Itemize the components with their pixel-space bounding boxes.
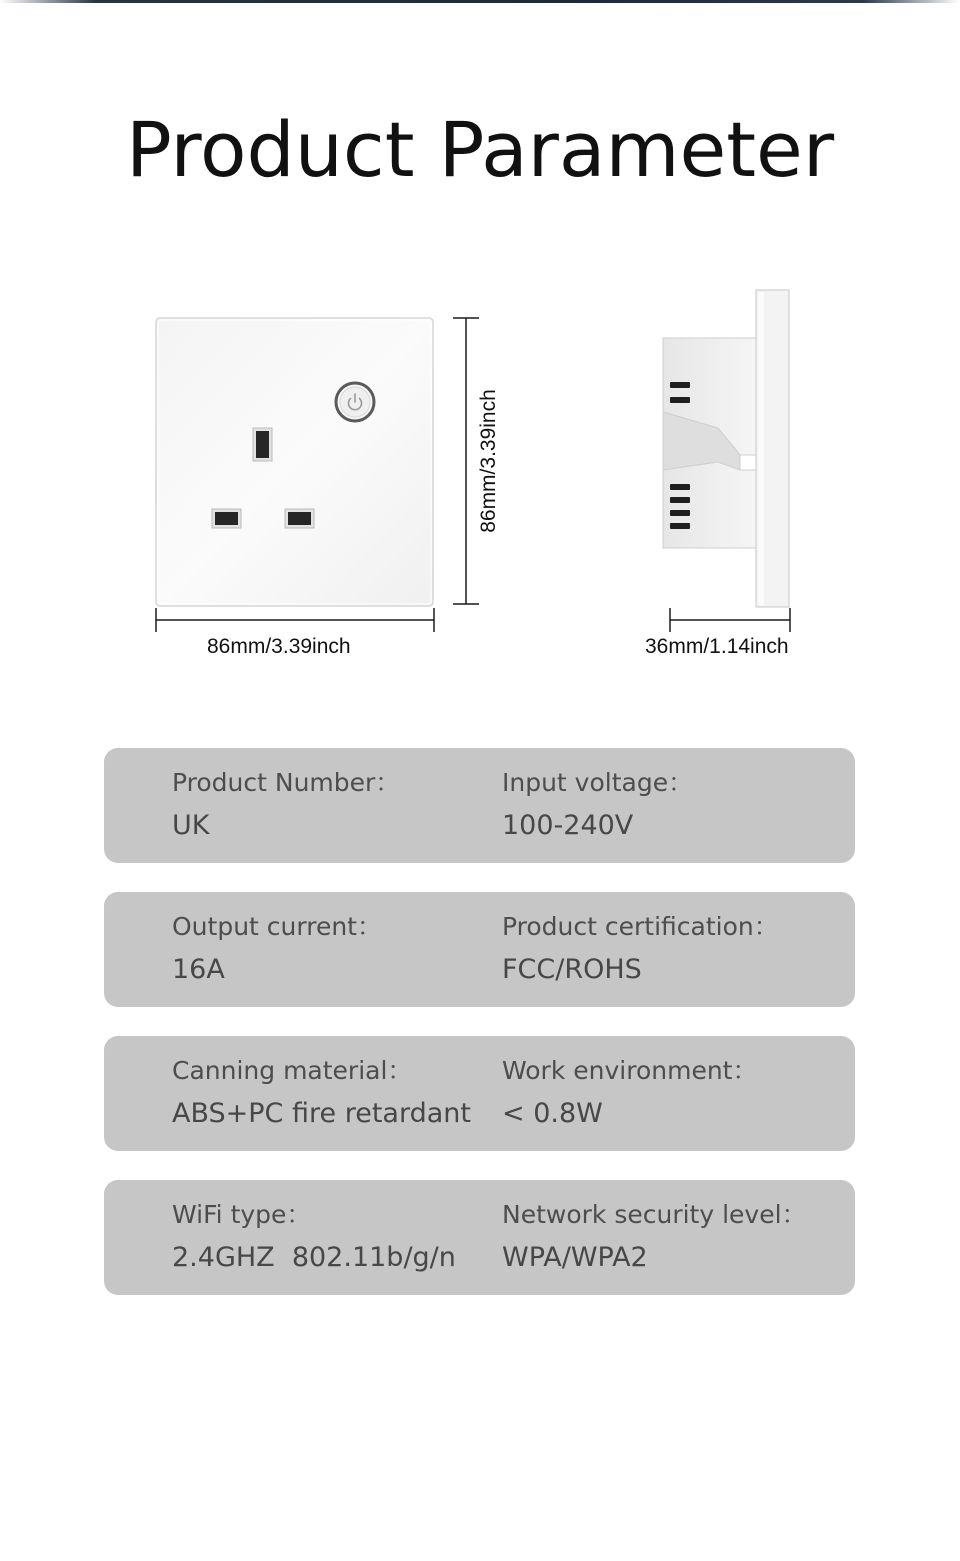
socket-illustration bbox=[0, 0, 960, 700]
spec-label: Work environment： bbox=[502, 1056, 758, 1085]
front-height-dimension-line bbox=[453, 318, 479, 604]
spec-item bbox=[172, 768, 502, 842]
spec-label: Canning material： bbox=[172, 1056, 413, 1085]
spec-value: WPA/WPA2 bbox=[502, 1242, 648, 1273]
power-icon bbox=[336, 383, 374, 421]
spec-item bbox=[502, 768, 832, 842]
spec-card bbox=[104, 1180, 855, 1295]
spec-value: ABS+PC fire retardant bbox=[172, 1098, 471, 1129]
socket-front-view bbox=[156, 318, 433, 606]
spec-card bbox=[104, 892, 855, 1007]
spec-item bbox=[172, 912, 502, 986]
spec-label: Input voltage： bbox=[502, 768, 694, 797]
side-depth-label: 36mm/1.14inch bbox=[645, 635, 789, 658]
page-title: Product Parameter bbox=[125, 105, 835, 194]
spec-item bbox=[502, 912, 832, 986]
spec-item bbox=[172, 1056, 502, 1130]
side-depth-dimension-line bbox=[670, 608, 790, 632]
front-width-label: 86mm/3.39inch bbox=[207, 635, 351, 658]
spec-card bbox=[104, 1036, 855, 1151]
spec-value: 100-240V bbox=[502, 810, 634, 841]
spec-item bbox=[172, 1200, 502, 1274]
spec-card bbox=[104, 748, 855, 863]
spec-label: Product certification： bbox=[502, 912, 779, 941]
spec-value: 16A bbox=[172, 954, 225, 985]
spec-value: FCC/ROHS bbox=[502, 954, 642, 985]
spec-label: Network security level： bbox=[502, 1200, 807, 1229]
product-dimension-diagram bbox=[0, 0, 960, 700]
front-height-label: 86mm/3.39inch bbox=[477, 389, 500, 533]
spec-item bbox=[502, 1056, 832, 1130]
socket-side-view bbox=[663, 290, 789, 607]
front-width-dimension-line bbox=[156, 608, 434, 632]
spec-value: < 0.8W bbox=[502, 1098, 603, 1129]
spec-value: 2.4GHZ 802.11b/g/n bbox=[172, 1242, 456, 1273]
spec-item bbox=[502, 1200, 832, 1274]
spec-value: UK bbox=[172, 810, 210, 841]
spec-label: Product Number： bbox=[172, 768, 401, 797]
spec-label: WiFi type： bbox=[172, 1200, 312, 1229]
spec-label: Output current： bbox=[172, 912, 382, 941]
